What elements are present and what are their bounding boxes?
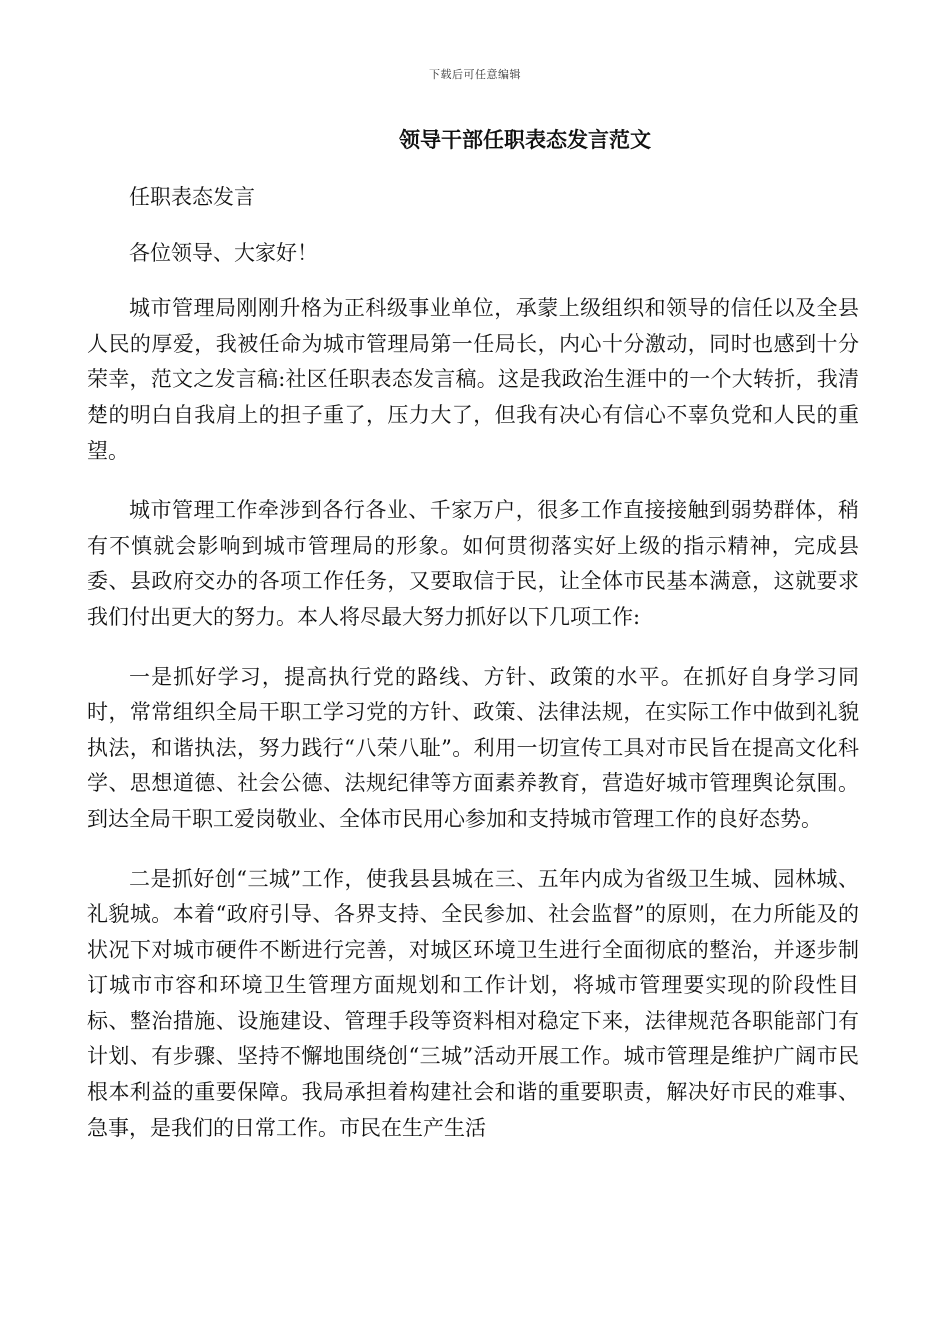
paragraph: 城市管理工作牵涉到各行各业、千家万户，很多工作直接接触到弱势群体，稍有不慎就会影响到城市管理局的形象。如何贯彻落实好上级的指示精神，完成县委、县政府交办的各项工作任务，又要取信于民，让全体市民基本满意，这就要求我们付出更大的努力。本人将尽最大努力抓好以下几项工作: (87, 498, 859, 629)
document-body (87, 180, 859, 1170)
header-note: 下载后可任意编辑 (429, 68, 521, 81)
paragraph: 城市管理局刚刚升格为正科级事业单位，承蒙上级组织和领导的信任以及全县人民的厚爱，我被任命为城市管理局第一任局长，内心十分激动，同时也感到十分荣幸，范文之发言稿:社区任职表态发言稿。这是我政治生涯中的一个大转折，我清楚的明白自我肩上的担子重了，压力大了，但我有决心有信心不辜负党和人民的重望。 (87, 296, 859, 463)
page-title: 领导干部任职表态发言范文 (399, 127, 651, 152)
paragraph: 二是抓好创“三城”工作，使我县县城在三、五年内成为省级卫生城、园林城、礼貌城。本着“政府引导、各界支持、全民参加、社会监督”的原则，在力所能及的状况下对城市硬件不断进行完善，对城区环境卫生进行全面彻底的整治，并逐步制订城市市容和环境卫生管理方面规划和工作计划，将城市管理要实现的阶段性目标、整治措施、设施建设、管理手段等资料相对稳定下来，法律规范各职能部门有计划、有步骤、坚持不懈地围绕创“三城”活动开展工作。城市管理是维护广阔市民根本利益的重要保障。我局承担着构建社会和谐的重要职责，解决好市民的难事、急事，是我们的日常工作。市民在生产生活 (87, 866, 859, 1140)
paragraph-greeting: 各位领导、大家好！ (129, 240, 318, 265)
paragraph: 一是抓好学习，提高执行党的路线、方针、政策的水平。在抓好自身学习同时，常常组织全局干职工学习党的方针、政策、法律法规，在实际工作中做到礼貌执法，和谐执法，努力践行“八荣八耻”。利用一切宣传工具对市民旨在提高文化科学、思想道德、社会公德、法规纪律等方面素养教育，营造好城市管理舆论氛围。到达全局干职工爱岗敬业、全体市民用心参加和支持城市管理工作的良好态势。 (87, 664, 859, 831)
paragraph-subtitle: 任职表态发言 (129, 185, 255, 209)
